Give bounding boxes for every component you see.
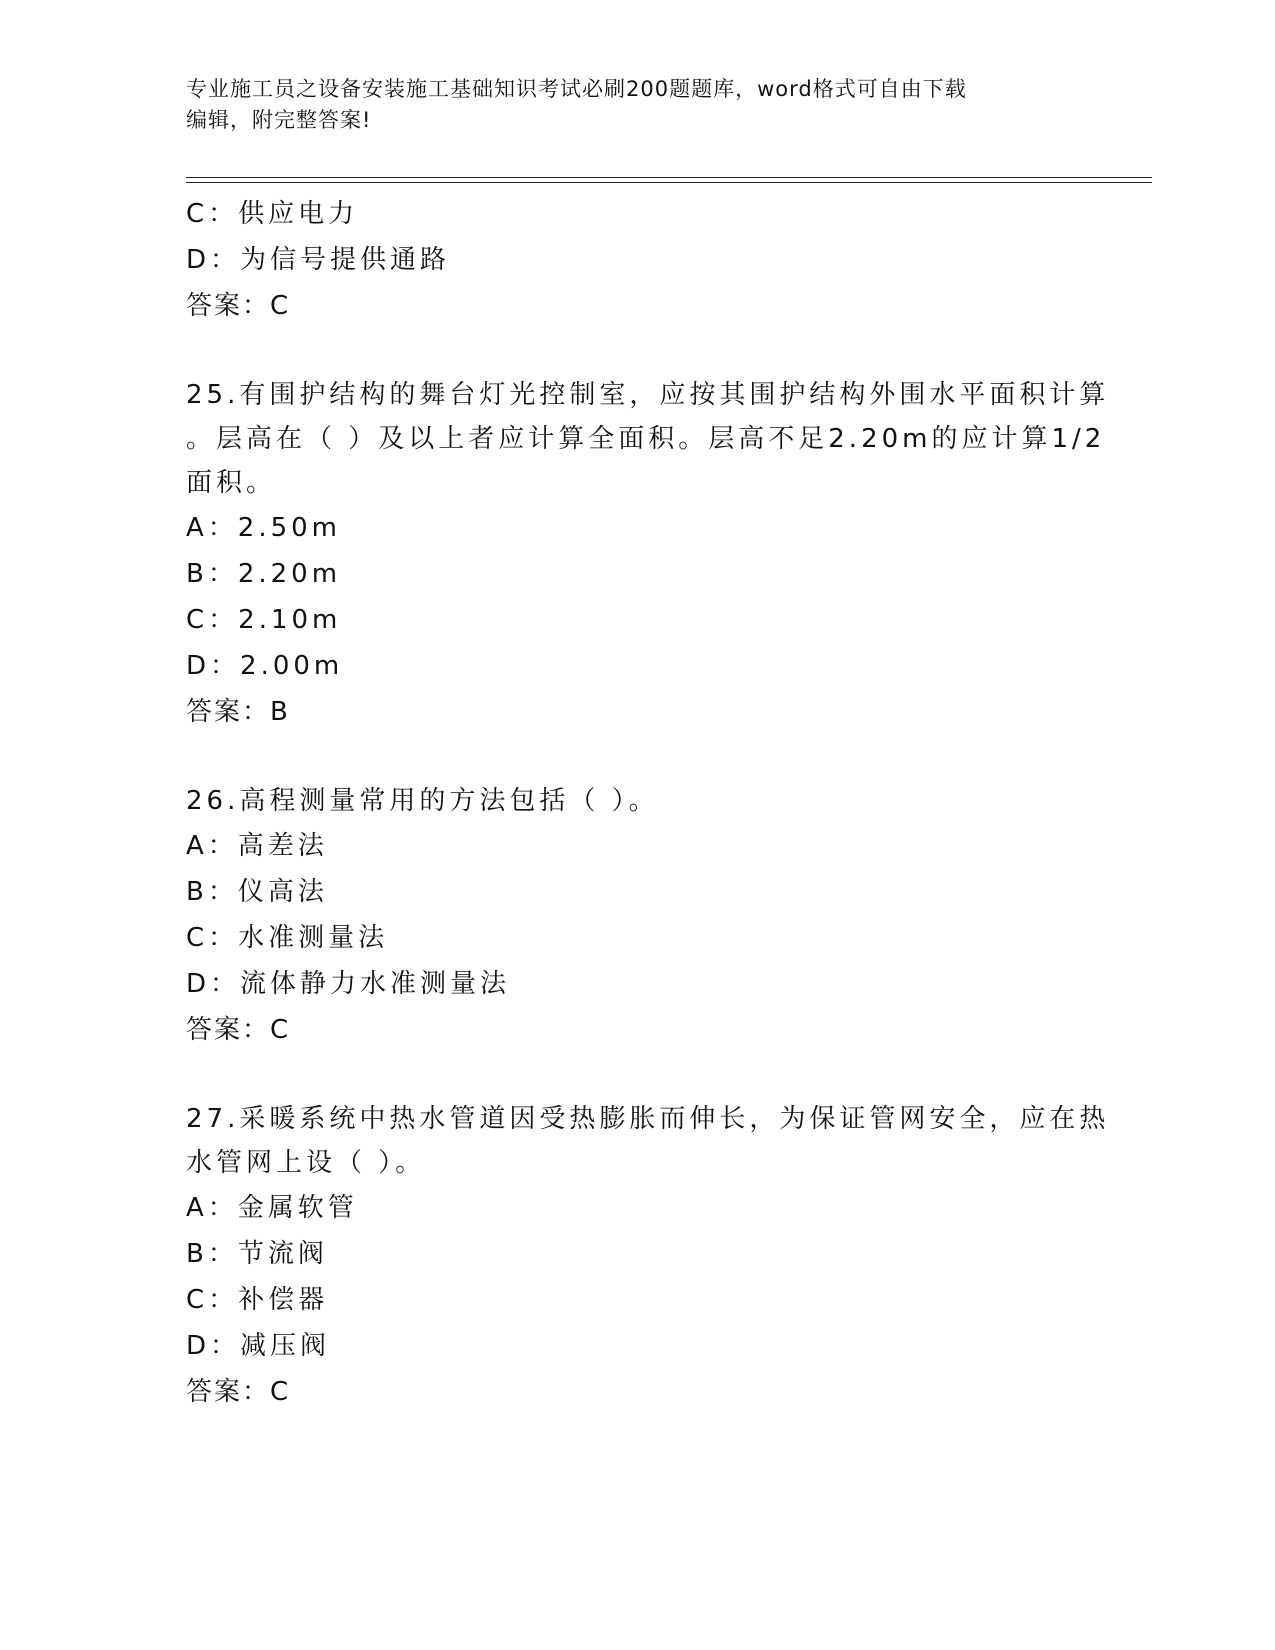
option-d: D：2.00m xyxy=(186,651,344,681)
question-list xyxy=(186,191,1110,1415)
option-b: B：2.20m xyxy=(186,559,342,589)
question-24-continued xyxy=(186,191,1086,329)
option-d: D：流体静力水准测量法 xyxy=(186,969,511,999)
spacer xyxy=(186,1053,1086,1097)
question-25 xyxy=(186,373,1110,735)
question-text-line: 27.采暖系统中热水管道因受热膨胀而伸长，为保证管网安全，应在热 xyxy=(186,1104,1110,1134)
option-a: A：金属软管 xyxy=(186,1193,358,1223)
option-a: A：2.50m xyxy=(186,513,342,543)
question-26 xyxy=(186,779,1086,1053)
question-text-line: 水管网上设（ ）。 xyxy=(186,1148,426,1178)
option-d: D：为信号提供通路 xyxy=(186,245,451,275)
answer: 答案：B xyxy=(186,697,290,727)
question-text-line: 26.高程测量常用的方法包括（ ）。 xyxy=(186,786,659,816)
answer: 答案：C xyxy=(186,1377,291,1407)
spacer xyxy=(186,329,1086,373)
question-text-line: 25.有围护结构的舞台灯光控制室，应按其围护结构外围水平面积计算 xyxy=(186,380,1110,410)
header-divider-bottom xyxy=(186,182,1152,183)
header-title-line-1: 专业施工员之设备安装施工基础知识考试必刷200题题库，word格式可自由下载 xyxy=(186,77,967,101)
question-27 xyxy=(186,1097,1110,1415)
question-text-line: 。层高在（ ）及以上者应计算全面积。层高不足2.20m的应计算1/2 xyxy=(186,424,1106,454)
answer: 答案：C xyxy=(186,291,291,321)
option-d: D：减压阀 xyxy=(186,1331,331,1361)
option-c: C：2.10m xyxy=(186,605,342,635)
option-a: A：高差法 xyxy=(186,831,328,861)
header-divider-top xyxy=(186,177,1152,178)
document-header xyxy=(186,74,1086,136)
option-c: C：供应电力 xyxy=(186,199,359,229)
option-b: B：仪高法 xyxy=(186,877,328,907)
option-c: C：补偿器 xyxy=(186,1285,329,1315)
header-title-line-2: 编辑，附完整答案! xyxy=(186,108,372,132)
question-text-line: 面积。 xyxy=(186,468,277,498)
option-b: B：节流阀 xyxy=(186,1239,328,1269)
option-c: C：水准测量法 xyxy=(186,923,389,953)
answer: 答案：C xyxy=(186,1015,291,1045)
spacer xyxy=(186,735,1086,779)
